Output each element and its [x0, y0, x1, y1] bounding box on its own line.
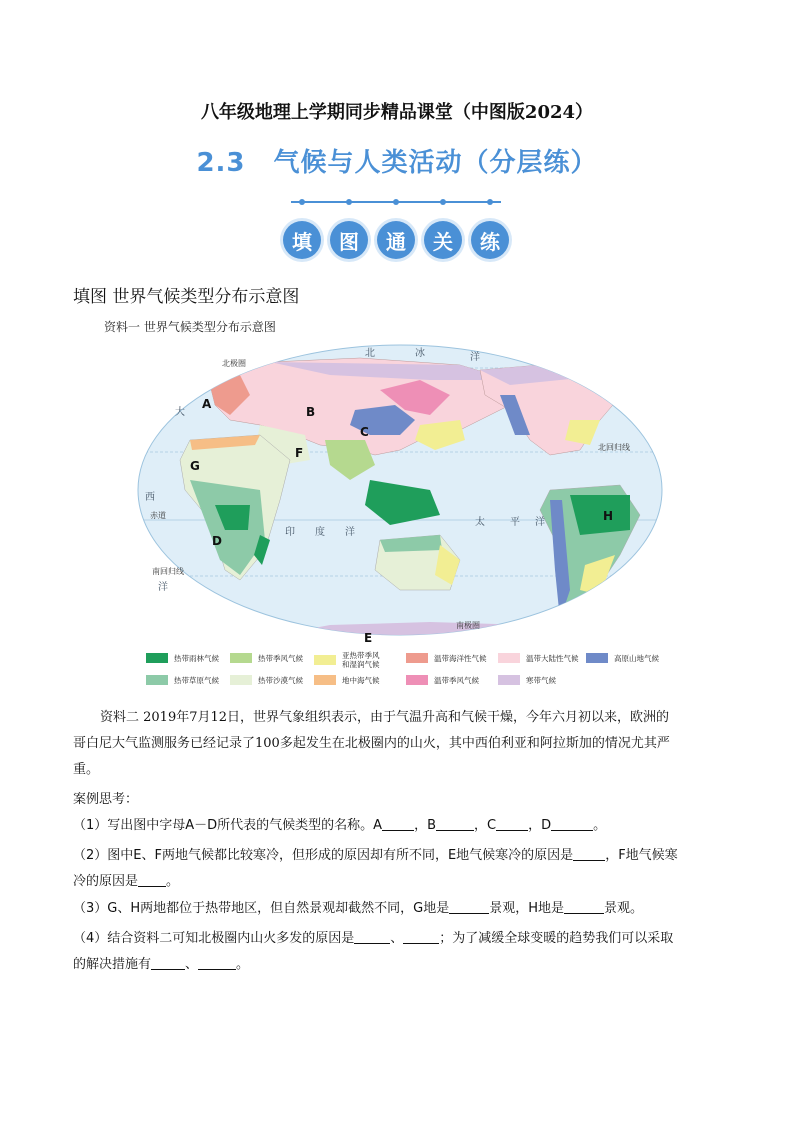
question-text: ；为了减缓全球变暖的趋势我们可以采取	[439, 931, 674, 946]
antarctic-circle-label: 南极圈	[456, 621, 480, 630]
tropic-of-cancer-label: 北回归线	[598, 443, 630, 452]
question-text: 景观，H地是	[489, 901, 564, 916]
question-text: 冷的原因是	[73, 874, 139, 889]
ocean-char-xi: 西	[145, 492, 155, 503]
legend-label: 热带季风气候	[258, 653, 303, 663]
legend-item	[230, 675, 303, 685]
legend-item	[314, 675, 380, 685]
legend-label: 亚热带季风 和湿润气候	[342, 651, 380, 669]
question-text: ，B	[414, 818, 436, 833]
legend-item	[230, 653, 303, 663]
legend-swatch	[314, 655, 336, 665]
answer-blank-b[interactable]	[436, 816, 474, 831]
question-3	[73, 896, 733, 922]
map-letter-g: G	[190, 459, 200, 473]
legend-swatch	[314, 675, 336, 685]
case-intro: 案例思考：	[73, 792, 139, 807]
question-text: （4）结合资料二可知北极圈内山火多发的原因是	[73, 931, 355, 946]
tropic-of-capricorn-label: 南回归线	[152, 567, 184, 576]
badge-lian: 练	[471, 221, 509, 259]
answer-blank-e-reason[interactable]	[573, 846, 605, 861]
answer-blank-f-reason[interactable]	[138, 872, 166, 887]
legend-item	[314, 651, 380, 669]
map-letter-a: A	[202, 397, 212, 411]
legend-item	[406, 675, 479, 685]
answer-blank-h-landscape[interactable]	[564, 899, 604, 914]
ocean-char-du: 度	[315, 527, 325, 538]
antarctica-landmass	[250, 622, 560, 640]
legend-swatch	[406, 675, 428, 685]
question-text: （2）图中E、F两地气候都比较寒冷，但形成的原因却有所不同，E地气候寒冷的原因是	[73, 848, 574, 863]
ocean-char-tai: 太	[475, 517, 485, 528]
question-text: 的解决措施有	[73, 957, 152, 972]
arctic-circle-label: 北极圈	[222, 359, 246, 368]
legend-swatch	[498, 653, 520, 663]
ocean-char-yang: 洋	[470, 352, 480, 363]
answer-blank-fire-cause-1[interactable]	[354, 929, 390, 944]
legend-item	[498, 653, 579, 663]
ocean-char-yin: 印	[285, 527, 295, 538]
badge-dot	[487, 199, 493, 205]
legend-label: 热带草原气候	[174, 675, 219, 685]
badge-dot	[440, 199, 446, 205]
answer-blank-measure-1[interactable]	[151, 955, 185, 970]
map-letter-e: E	[364, 631, 373, 645]
question-text: ，D	[528, 818, 552, 833]
question-text: 景观。	[603, 901, 643, 916]
material-2-line-3: 重。	[73, 762, 100, 777]
question-text: 。	[166, 874, 180, 889]
world-climate-map-svg	[130, 340, 670, 650]
material-2-line-2: 哥白尼大气监测服务已经记录了100多起发生在北极圈内的山火，其中西伯利亚和阿拉斯加的情况尤其严	[73, 736, 670, 751]
question-text: 、	[390, 931, 404, 946]
climate-legend	[146, 653, 706, 693]
badge-row	[283, 195, 513, 265]
ocean-char-bing: 冰	[415, 348, 425, 359]
legend-item	[146, 675, 219, 685]
question-text: 、	[185, 957, 199, 972]
legend-item	[586, 653, 659, 663]
badge-tong: 通	[377, 221, 415, 259]
question-text: 。	[236, 957, 250, 972]
legend-item	[498, 675, 556, 685]
badge-dot	[299, 199, 305, 205]
legend-swatch	[230, 653, 252, 663]
ocean-char-yang-2: 洋	[158, 582, 168, 593]
legend-label: 寒带气候	[526, 675, 556, 685]
question-4	[73, 926, 733, 978]
ocean-char-yang-4: 洋	[535, 517, 545, 528]
answer-blank-measure-2[interactable]	[198, 955, 236, 970]
legend-label: 温带海洋性气候	[434, 653, 487, 663]
legend-swatch	[146, 675, 168, 685]
worksheet-series-title: 八年级地理上学期同步精品课堂（中图版2024）	[200, 102, 594, 123]
amazon-rainforest-region	[570, 495, 630, 535]
material-2-line-1: 资料二 2019年7月12日，世界气象组织表示，由于气温升高和气候干燥，今年六月初以来，欧洲的	[100, 710, 670, 725]
section-heading: 填图 世界气候类型分布示意图	[73, 287, 300, 307]
badge-tian: 填	[283, 221, 321, 259]
question-text: （1）写出图中字母A－D所代表的气候类型的名称。A	[73, 818, 383, 833]
answer-blank-c[interactable]	[496, 816, 528, 831]
lesson-title	[0, 142, 794, 179]
legend-item	[406, 653, 487, 663]
answer-blank-fire-cause-2[interactable]	[403, 929, 439, 944]
badge-dot	[393, 199, 399, 205]
question-text: （3）G、H两地都位于热带地区，但自然景观却截然不同，G地是	[73, 901, 450, 916]
legend-item	[146, 653, 219, 663]
map-letter-b: B	[306, 405, 316, 419]
legend-swatch	[498, 675, 520, 685]
question-text: 。	[593, 818, 607, 833]
legend-swatch	[230, 675, 252, 685]
ocean-char-ping: 平	[510, 517, 520, 528]
answer-blank-a[interactable]	[382, 816, 414, 831]
question-2	[73, 843, 733, 895]
lesson-number: 2.3	[196, 148, 246, 178]
lesson-name: 气候与人类活动（分层练）	[273, 148, 598, 178]
map-letter-h: H	[603, 509, 614, 523]
equator-label: 赤道	[150, 511, 166, 520]
answer-blank-d[interactable]	[551, 816, 593, 831]
legend-label: 热带雨林气候	[174, 653, 219, 663]
legend-swatch	[406, 653, 428, 663]
map-caption: 资料一 世界气候类型分布示意图	[104, 320, 276, 334]
world-climate-map	[130, 340, 670, 650]
map-letter-f: F	[295, 446, 304, 460]
legend-label: 热带沙漠气候	[258, 675, 303, 685]
map-letter-c: C	[360, 425, 369, 439]
legend-label: 温带季风气候	[434, 675, 479, 685]
badge-guan: 关	[424, 221, 462, 259]
legend-swatch	[146, 653, 168, 663]
question-1	[73, 813, 733, 839]
legend-label: 温带大陆性气候	[526, 653, 579, 663]
ocean-char-yang-3: 洋	[345, 527, 355, 538]
badge-dot	[346, 199, 352, 205]
question-text: ，F地气候寒	[605, 848, 678, 863]
question-text: ，C	[474, 818, 497, 833]
map-letter-d: D	[212, 534, 222, 548]
ocean-char-bei: 北	[365, 348, 375, 359]
legend-swatch	[586, 653, 608, 663]
legend-label: 地中海气候	[342, 675, 380, 685]
badge-tu: 图	[330, 221, 368, 259]
ocean-char-da: 大	[175, 407, 185, 418]
answer-blank-g-landscape[interactable]	[449, 899, 489, 914]
legend-label: 高原山地气候	[614, 653, 659, 663]
